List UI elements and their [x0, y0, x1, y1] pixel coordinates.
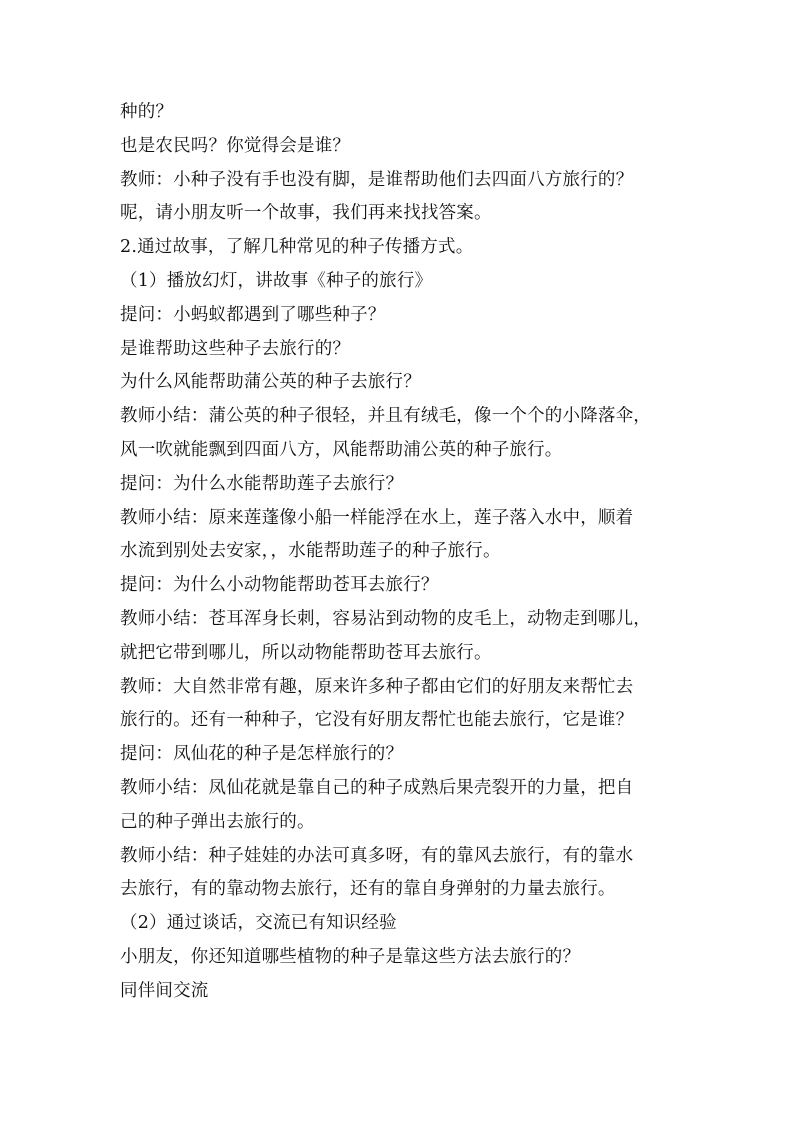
text-line: 小朋友，你还知道哪些植物的种子是靠这些方法去旅行的？: [120, 946, 581, 967]
text-line: 提问：小蚂蚁都遇到了哪些种子？: [120, 304, 386, 325]
text-line: 提问：为什么水能帮助莲子去旅行？: [120, 473, 404, 494]
text-line: 教师：大自然非常有趣，原来许多种子都由它们的好朋友来帮忙去: [120, 676, 634, 697]
subsection-heading: （1）播放幻灯，讲故事《种子的旅行》: [120, 270, 433, 291]
document-body: [120, 96, 700, 1009]
text-line: 教师小结：凤仙花就是靠自己的种子成熟后果壳裂开的力量，把自: [120, 777, 634, 798]
text-line: 也是农民吗？你觉得会是谁？: [120, 135, 351, 156]
text-line: 教师小结：蒲公英的种子很轻，并且有绒毛，像一个个的小降落伞，: [120, 406, 651, 427]
subsection-heading: （2）通过谈话，交流已有知识经验: [120, 913, 397, 934]
text-line: 教师小结：种子娃娃的办法可真多呀，有的靠风去旅行，有的靠水: [120, 845, 634, 866]
text-line: 己的种子弹出去旅行的。: [120, 811, 315, 832]
text-line: 提问：为什么小动物能帮助苍耳去旅行？: [120, 575, 439, 596]
text-line: 水流到别处去安家，，水能帮助莲子的种子旅行。: [120, 541, 501, 562]
text-line: 风一吹就能飘到四面八方，风能帮助浦公英的种子旅行。: [120, 439, 563, 460]
text-line: 就把它带到哪儿，所以动物能帮助苍耳去旅行。: [120, 642, 492, 663]
text-line: 教师小结：原来莲蓬像小船一样能浮在水上，莲子落入水中，顺着: [120, 507, 634, 528]
section-heading: 2.通过故事，了解几种常见的种子传播方式。: [120, 237, 474, 258]
text-line: 呢，请小朋友听一个故事，我们再来找找答案。: [120, 203, 492, 224]
text-line: 为什么风能帮助蒲公英的种子去旅行？: [120, 372, 421, 393]
text-line: 同伴间交流: [120, 980, 209, 1001]
text-line: 去旅行，有的靠动物去旅行，还有的靠自身弹射的力量去旅行。: [120, 879, 616, 900]
text-line: 是谁帮助这些种子去旅行的？: [120, 338, 351, 359]
text-line: 教师小结：苍耳浑身长刺，容易沾到动物的皮毛上，动物走到哪儿，: [120, 608, 651, 629]
text-line: 教师：小种子没有手也没有脚，是谁帮助他们去四面八方旅行的？: [120, 169, 634, 190]
text-line: 提问：凤仙花的种子是怎样旅行的？: [120, 744, 404, 765]
text-line: 旅行的。还有一种种子，它没有好朋友帮忙也能去旅行，它是谁？: [120, 710, 634, 731]
text-line: 种的？: [120, 102, 174, 122]
